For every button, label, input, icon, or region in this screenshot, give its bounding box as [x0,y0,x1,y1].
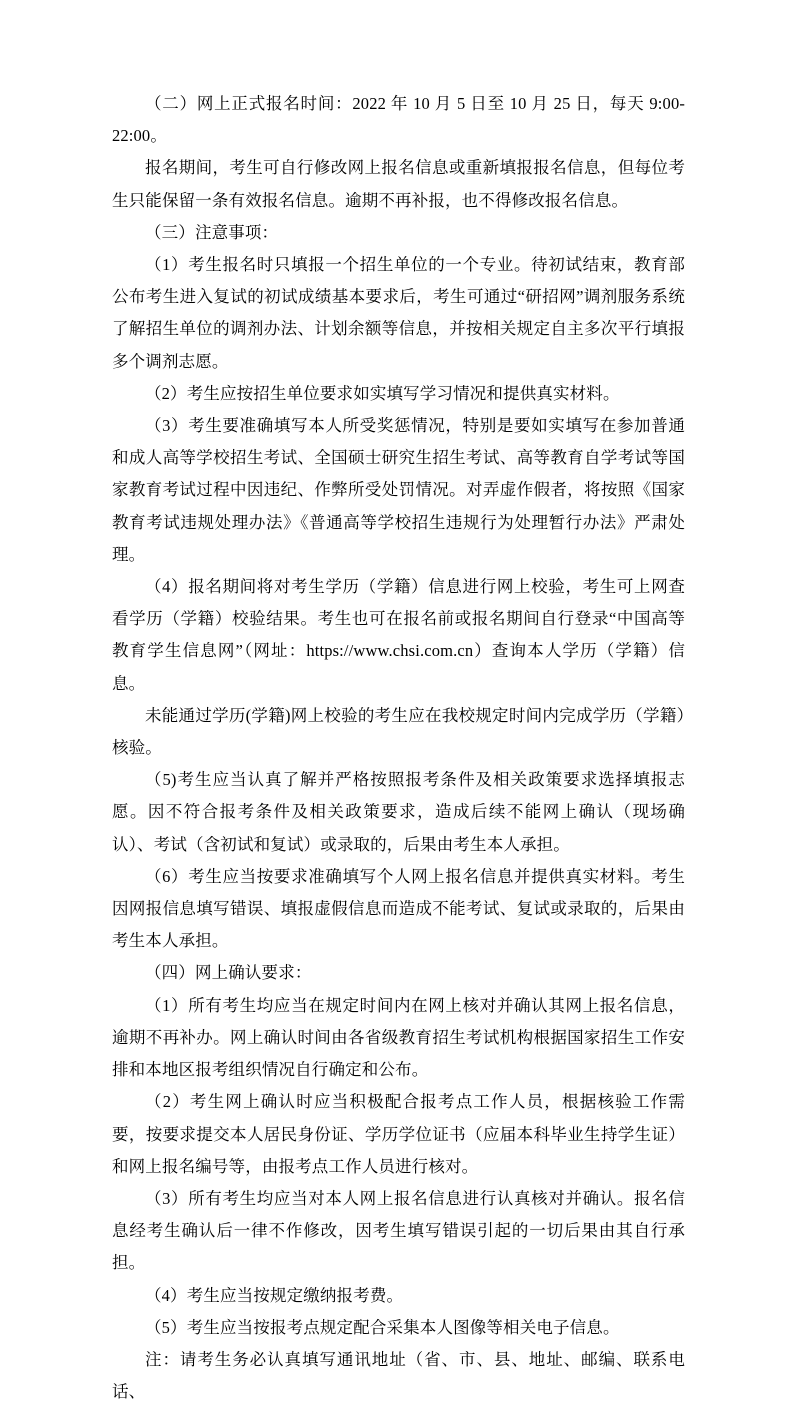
paragraph-confirm-4: （4）考生应当按规定缴纳报考费。 [145,1285,404,1305]
paragraph-confirm-2: （2）考生网上确认时应当积极配合报考点工作人员，根据核验工作需要，按要求提交本人居民身份证、学历学位证书（应届本科毕业生持学生证）和网上报名编号等，由报考点工作人员进行核对。 [112,1092,685,1176]
paragraph-notes-heading: （三）注意事项： [145,222,279,242]
paragraph-note-4: （4）报名期间将对考生学历（学籍）信息进行网上校验，考生可上网查看学历（学籍）校验结果。考生也可在报名前或报名期间自行登录“中国高等教育学生信息网”（网址：https://www.chsi.com.cn）查询本人学历（学籍）信息。 [112,577,685,693]
paragraph-note-2: （2）考生应按招生单位要求如实填写学习情况和提供真实材料。 [145,383,620,403]
paragraph-online-registration-time: （二）网上正式报名时间：2022 年 10 月 5 日至 10 月 25 日，每天 9:00-22:00。 [112,94,685,146]
paragraph-note-4-supplement: 未能通过学历(学籍)网上校验的考生应在我校规定时间内完成学历（学籍）核验。 [112,705,685,758]
paragraph-confirm-1: （1）所有考生均应当在规定时间内在网上核对并确认其网上报名信息，逾期不再补办。网上确认时间由各省级教育招生考试机构根据国家招生工作安排和本地区报考组织情况自行确定和公布。 [112,995,685,1080]
paragraph-modify-info: 报名期间，考生可自行修改网上报名信息或重新填报报名信息，但每位考生只能保留一条有效报名信息。逾期不再补报，也不得修改报名信息。 [112,158,685,210]
paragraph-note-5: （5)考生应当认真了解并严格按照报考条件及相关政策要求选择填报志愿。因不符合报考条件及相关政策要求，造成后续不能网上确认（现场确认）、考试（含初试和复试）或录取的，后果由考生本人承担。 [112,770,685,854]
paragraph-note-1: （1）考生报名时只填报一个招生单位的一个专业。待初试结束，教育部公布考生进入复试的初试成绩基本要求后，考生可通过“研招网”调剂服务系统了解招生单位的调剂办法、计划余额等信息，并按相关规定自主多次平行填报多个调剂志愿。 [112,255,685,371]
paragraph-note-address: 注：请考生务必认真填写通讯地址（省、市、县、地址、邮编、联系电话、 [112,1349,685,1402]
document-body [112,88,685,1408]
paragraph-note-3: （3）考生要准确填写本人所受奖惩情况，特别是要如实填写在参加普通和成人高等学校招生考试、全国硕士研究生招生考试、高等教育自学考试等国家教育考试过程中因违纪、作弊所受处罚情况。对弄虚作假者，将按照《国家教育考试违规处理办法》《普通高等学校招生违规行为处理暂行办法》严肃处理。 [112,416,685,564]
paragraph-confirm-5: （5）考生应当按报考点规定配合采集本人图像等相关电子信息。 [145,1317,620,1337]
paragraph-online-confirm-heading: （四）网上确认要求： [145,963,312,983]
paragraph-note-6: （6）考生应当按要求准确填写个人网上报名信息并提供真实材料。考生因网报信息填写错误、填报虚假信息而造成不能考试、复试或录取的，后果由考生本人承担。 [112,866,685,951]
paragraph-confirm-3: （3）所有考生均应当对本人网上报名信息进行认真核对并确认。报名信息经考生确认后一律不作修改，因考生填写错误引起的一切后果由其自行承担。 [112,1188,685,1273]
